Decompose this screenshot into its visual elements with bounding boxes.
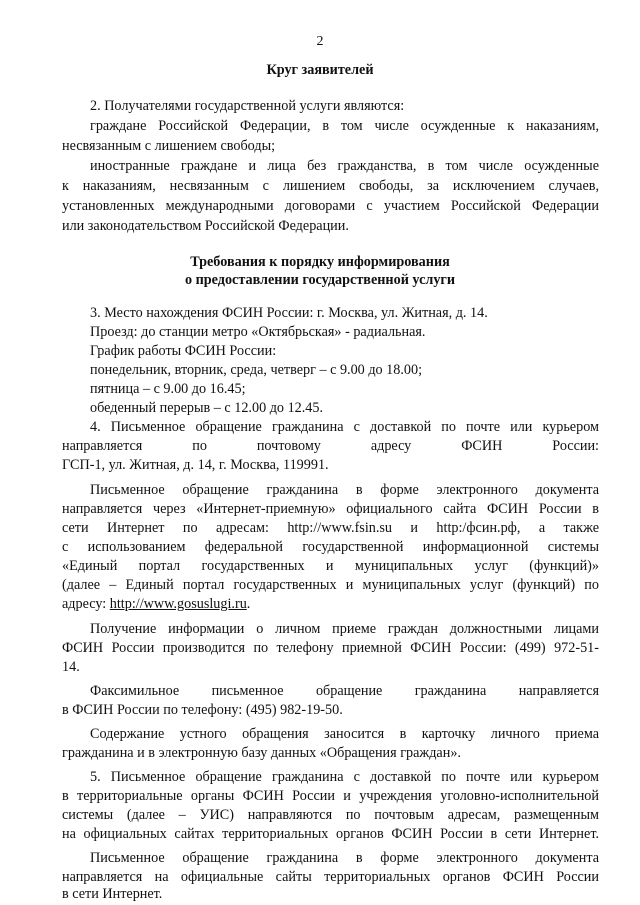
paragraph-line: График работы ФСИН России: bbox=[90, 343, 277, 359]
section-heading-informing-2: о предоставлении государственной услуги bbox=[184, 272, 456, 288]
paragraph-line: иностранные граждане и лица без гражданства, в том числе осужденные bbox=[90, 158, 599, 174]
paragraph-line: в ФСИН России по телефону: (495) 982-19-50. bbox=[62, 702, 343, 718]
paragraph-line: 2. Получателями государственной услуги являются: bbox=[90, 98, 405, 114]
section-heading-applicants: Круг заявителей bbox=[266, 62, 374, 78]
paragraph-line: сети Интернет по адресам: http://www.fsin.su и http:/фсин.рф, а также bbox=[62, 520, 599, 536]
paragraph-line: Факсимильное письменное обращение гражданина направляется bbox=[90, 683, 599, 699]
paragraph-line: обеденный перерыв – с 12.00 до 12.45. bbox=[90, 400, 324, 416]
address-suffix: . bbox=[246, 596, 251, 612]
paragraph-line: 5. Письменное обращение гражданина с доставкой по почте или курьером bbox=[90, 769, 599, 785]
paragraph-line: гражданина и в электронную базу данных «Обращения граждан». bbox=[62, 745, 461, 761]
paragraph-line: в территориальные органы ФСИН России и учреждения уголовно-исполнительной bbox=[62, 788, 599, 804]
paragraph-line: (далее – Единый портал государственных и муниципальных услуг (функций) по bbox=[62, 577, 599, 593]
paragraph-line: направляется по почтовому адресу ФСИН России: bbox=[62, 438, 599, 454]
paragraph-line: на официальных сайтах территориальных органов ФСИН России в сети Интернет. bbox=[62, 826, 599, 842]
paragraph-line: понедельник, вторник, среда, четверг – с 9.00 до 18.00; bbox=[90, 362, 423, 378]
paragraph-line: Содержание устного обращения заносится в карточку личного приема bbox=[90, 726, 599, 742]
paragraph-line: направляется на официальные сайты территориальных органов ФСИН России bbox=[62, 869, 599, 885]
paragraph-line: или законодательством Российской Федерации. bbox=[62, 218, 349, 234]
paragraph-line: ФСИН России производится по телефону приемной ФСИН России: (499) 972-51- bbox=[62, 640, 599, 656]
paragraph-line: Проезд: до станции метро «Октябрьская» - радиальная. bbox=[90, 324, 426, 340]
paragraph-line: Письменное обращение гражданина в форме электронного документа bbox=[90, 482, 599, 498]
paragraph-line: ГСП-1, ул. Житная, д. 14, г. Москва, 119991. bbox=[62, 457, 329, 473]
paragraph-line: направляется через «Интернет-приемную» официального сайта ФСИН России в bbox=[62, 501, 599, 517]
paragraph-line: системы (далее – УИС) направляются по почтовым адресам, размещенным bbox=[62, 807, 599, 823]
paragraph-line: несвязанным с лишением свободы; bbox=[62, 138, 276, 154]
address-line bbox=[62, 594, 250, 614]
paragraph-line: 14. bbox=[62, 659, 80, 675]
section-heading-informing: Требования к порядку информирования bbox=[190, 254, 450, 270]
paragraph-line: 4. Письменное обращение гражданина с доставкой по почте или курьером bbox=[90, 419, 599, 435]
paragraph-line: 3. Место нахождения ФСИН России: г. Москва, ул. Житная, д. 14. bbox=[90, 305, 488, 321]
paragraph-line: Письменное обращение гражданина в форме электронного документа bbox=[90, 850, 599, 866]
paragraph-line: с использованием федеральной государственной информационной системы bbox=[62, 539, 599, 555]
address-prefix: адресу: bbox=[62, 596, 110, 612]
gosuslugi-link[interactable]: http://www.gosuslugi.ru bbox=[109, 596, 247, 612]
paragraph-line: в сети Интернет. bbox=[62, 886, 163, 902]
paragraph-line: граждане Российской Федерации, в том числе осужденные к наказаниям, bbox=[90, 118, 599, 134]
paragraph-line: к наказаниям, несвязанным с лишением свободы, за исключением случаев, bbox=[62, 178, 599, 194]
paragraph-line: Получение информации о личном приеме граждан должностными лицами bbox=[90, 621, 599, 637]
paragraph-line: установленных международными договорами с участием Российской Федерации bbox=[62, 198, 599, 214]
page-number: 2 bbox=[316, 34, 324, 49]
paragraph-line: пятница – с 9.00 до 16.45; bbox=[90, 381, 246, 397]
paragraph-line: «Единый портал государственных и муниципальных услуг (функций)» bbox=[62, 558, 599, 574]
